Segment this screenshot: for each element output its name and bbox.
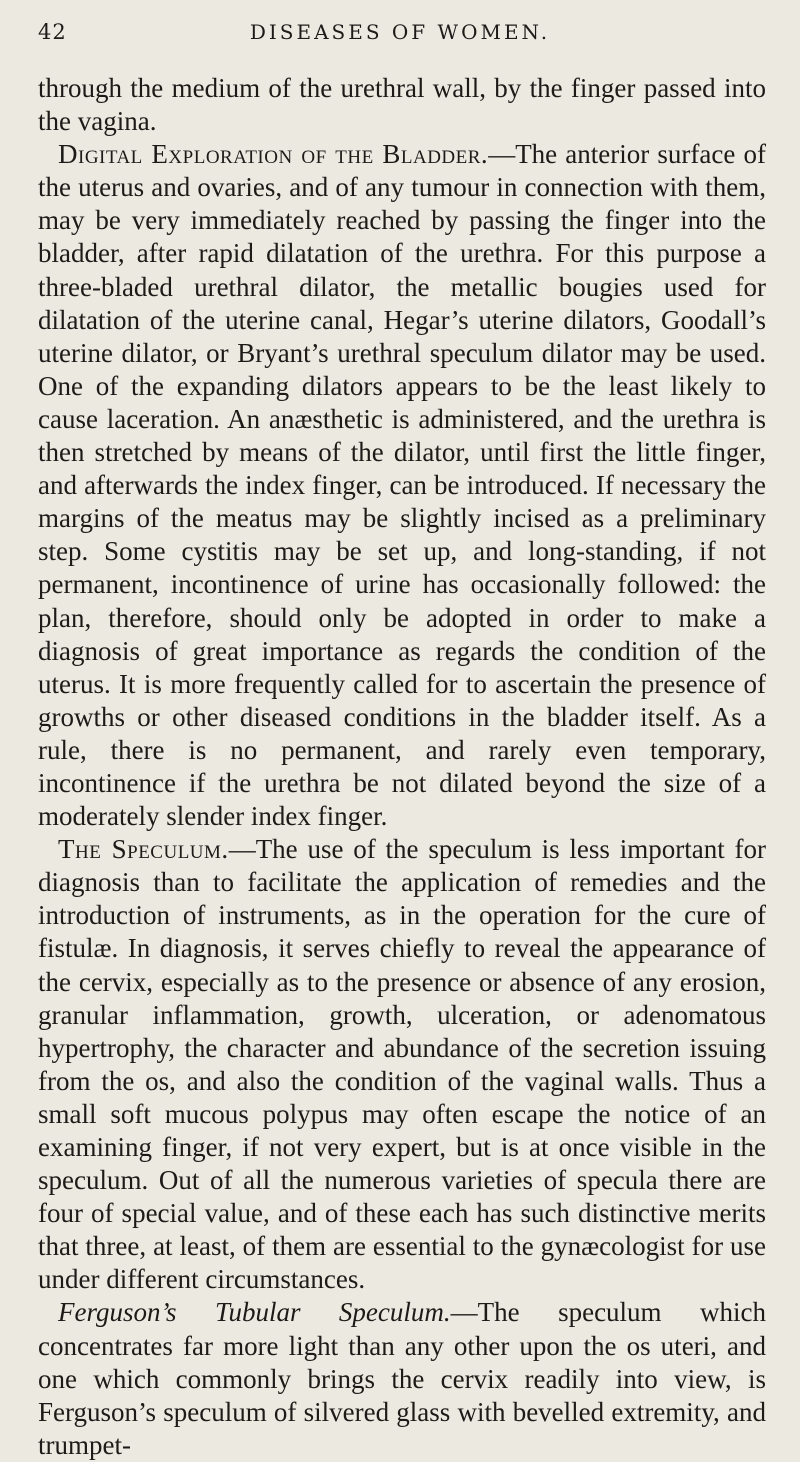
paragraph-continuation bbox=[38, 72, 766, 138]
paragraph-text: through the medium of the urethral wall, by the finger passed into the vagina. bbox=[38, 73, 766, 137]
paragraph-the-speculum bbox=[38, 833, 766, 1296]
section-heading: The Speculum. bbox=[58, 834, 229, 865]
body-text bbox=[38, 72, 766, 1462]
page-number: 42 bbox=[38, 20, 67, 44]
paragraph-fergusons-speculum bbox=[38, 1296, 766, 1461]
paragraph-digital-exploration bbox=[38, 138, 766, 833]
page-header bbox=[0, 14, 800, 54]
running-head: DISEASES OF WOMEN. bbox=[249, 20, 551, 44]
paragraph-text: —The anterior surface of the uterus and ovaries, and of any tumour in connection with them, may be very immediately reached by passing the finger into the bladder, after rapid dilatation of the urethra. For this purpose a three-bladed urethral dilator, the metallic bougies used for dilatation of the uterine canal, Hegar’s uterine dilators, Goodall’s uterine dilator, or Bryant’s urethral speculum dilator may be used. One of the expanding dilators appears to be the least likely to cause laceration. An anæsthetic is administered, and the urethra is then stretched by means of the dilator, until first the little finger, and afterwards the index finger, can be introduced. If necessary the margins of the meatus may be slightly incised as a preliminary step. Some cystitis may be set up, and long-standing, if not permanent, incontinence of urine has occasionally followed: the plan, therefore, should only be adopted in order to make a diagnosis of great importance as regards the condition of the uterus. It is more frequently called for to ascertain the presence of growths or other diseased conditions in the bladder itself. As a rule, there is no permanent, and rarely even temporary, incontinence if the urethra be not dilated beyond the size of a moderately slender index finger. bbox=[38, 139, 766, 832]
section-heading: Digital Exploration of the Bladder. bbox=[58, 139, 489, 170]
subsection-heading: Ferguson’s Tubular Speculum. bbox=[58, 1297, 451, 1328]
paragraph-text: —The speculum which concentrates far more light than any other upon the os uteri, and one which commonly brings the cervix readily into view, is Ferguson’s speculum of silvered glass with bevelled extremity, and trumpet- bbox=[38, 1297, 766, 1460]
paragraph-text: —The use of the speculum is less important for diagnosis than to facilitate the application of remedies and the introduction of instruments, as in the operation for the cure of fistulæ. In diagnosis, it serves chiefly to reveal the appearance of the cervix, especially as to the presence or absence of any erosion, granular inflammation, growth, ulceration, or adenomatous hypertrophy, the character and abundance of the secretion issuing from the os, and also the condition of the vaginal walls. Thus a small soft mucous polypus may often escape the notice of an examining finger, if not very expert, but is at once visible in the speculum. Out of all the numerous varieties of specula there are four of special value, and of these each has such distinctive merits that three, at least, of them are essential to the gynæcologist for use under different circumstances. bbox=[38, 834, 766, 1295]
